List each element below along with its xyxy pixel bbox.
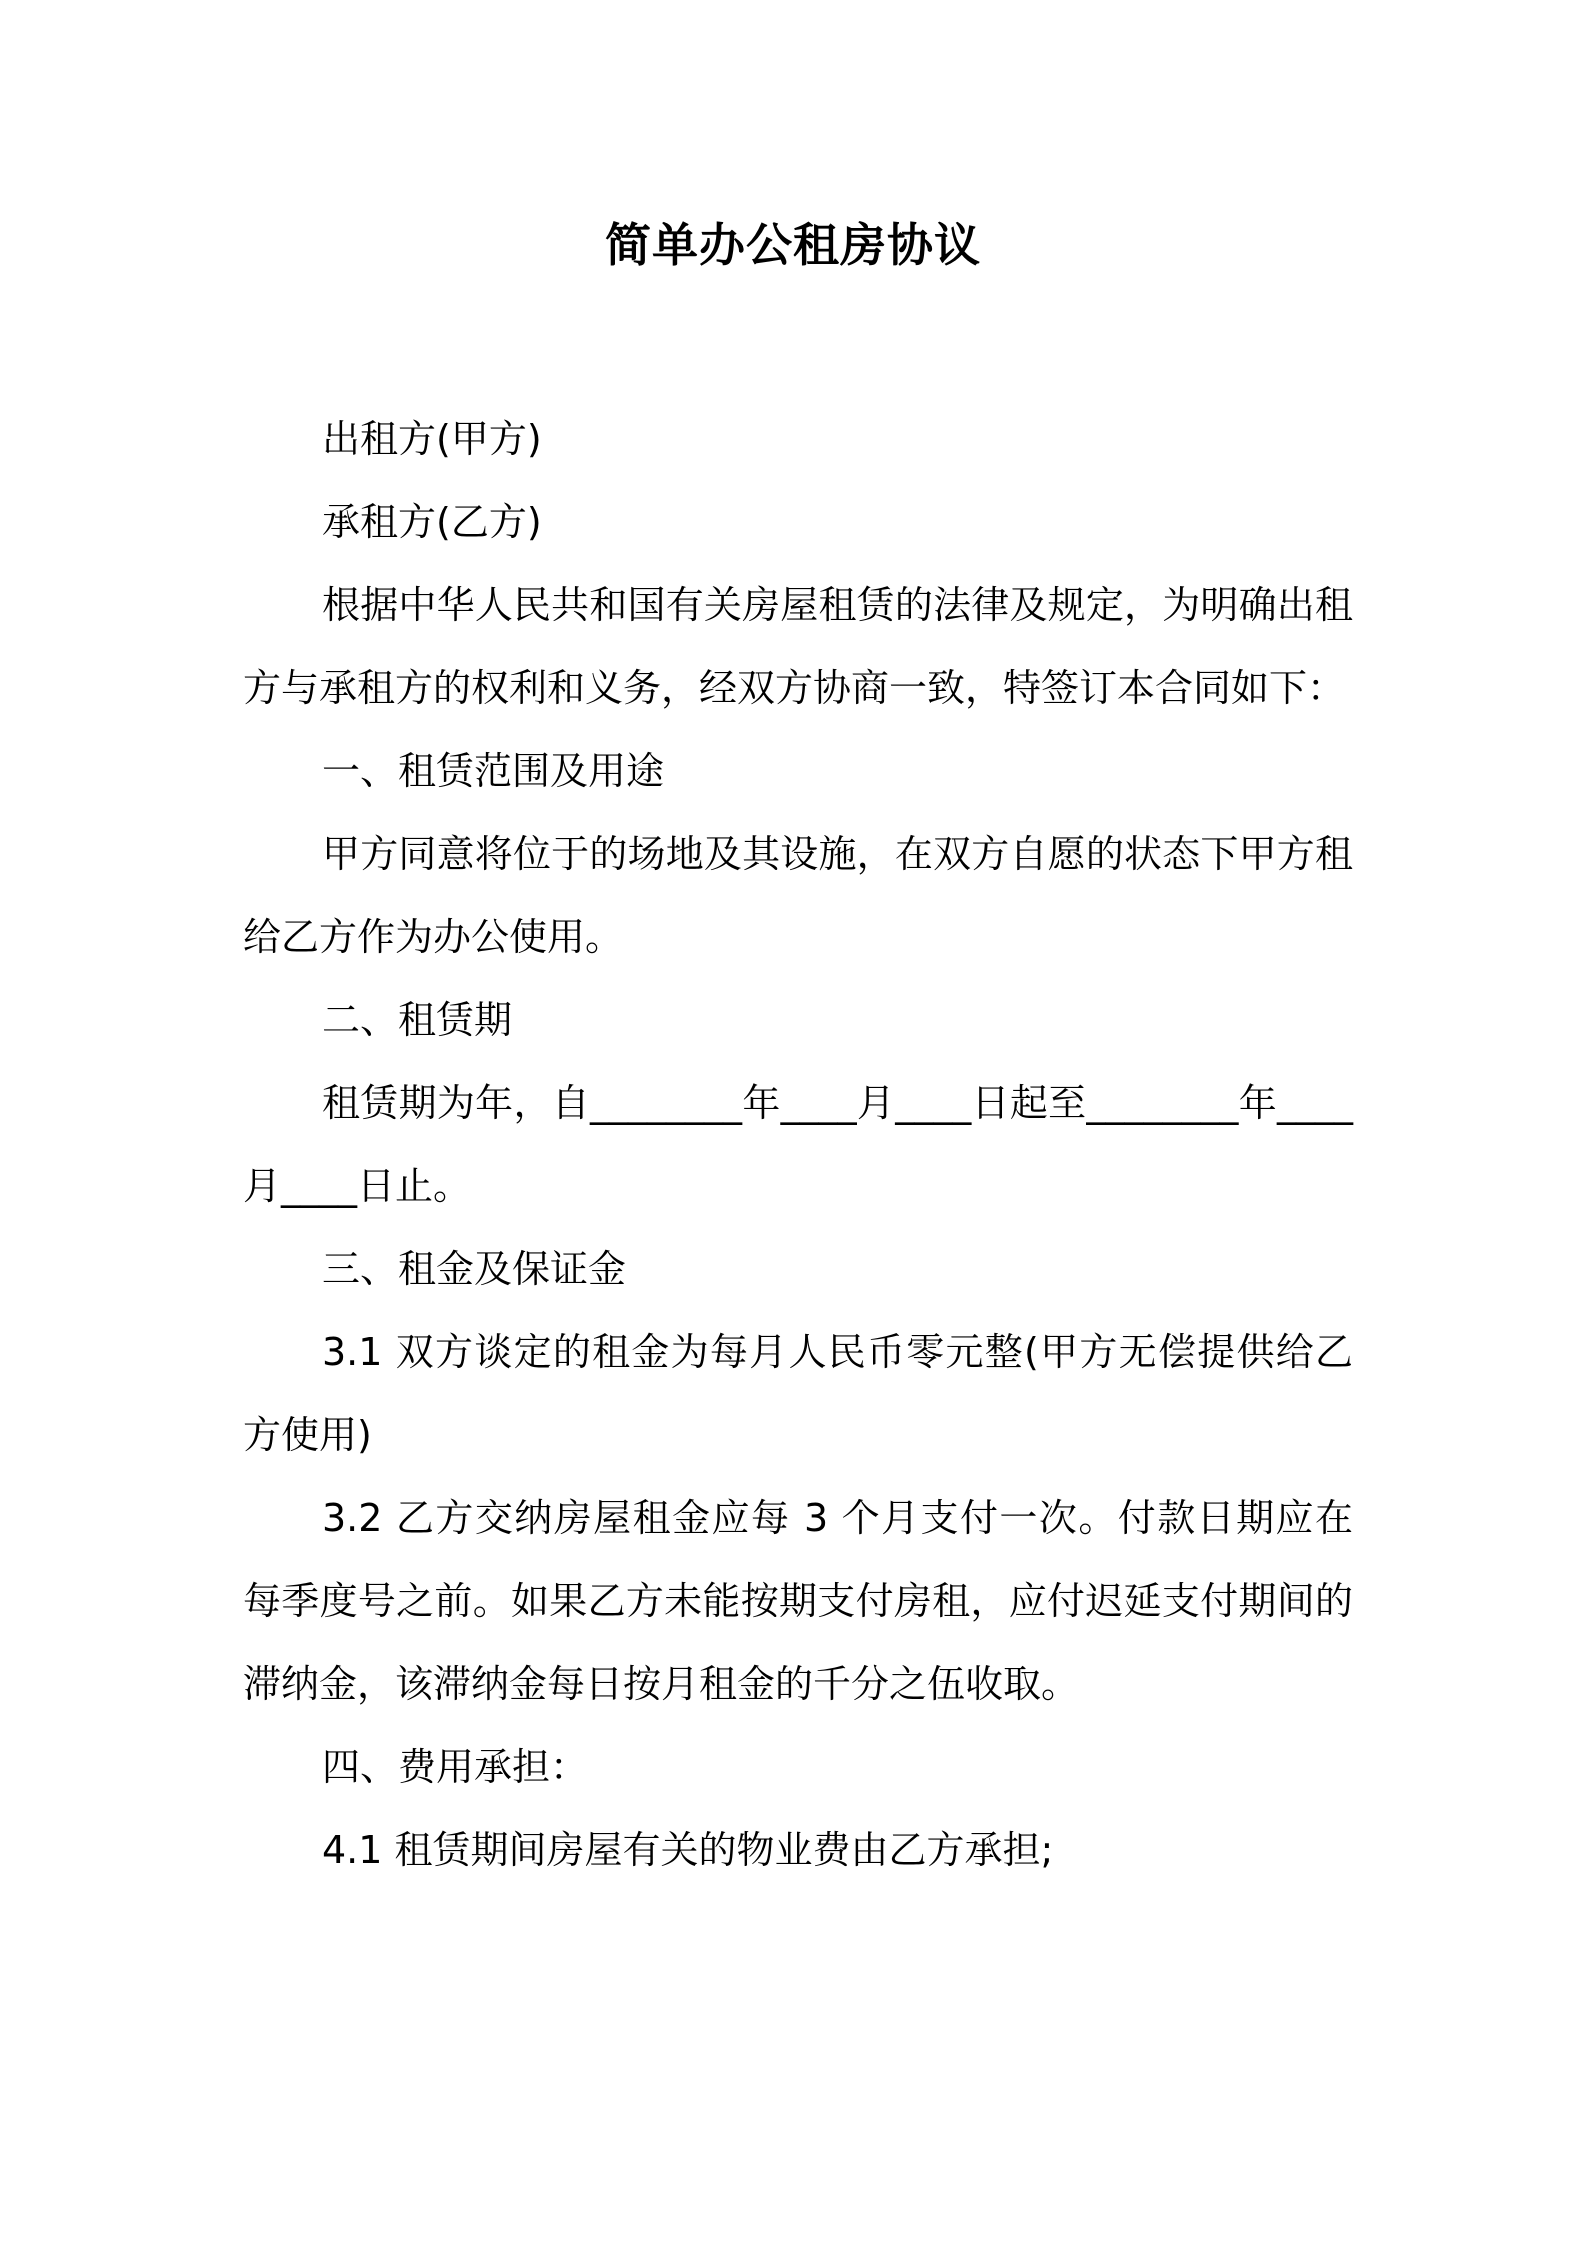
section2-body: 租赁期为年，自________年____月____日起至________年____月____日止。 [243,1081,1353,1208]
section1-body: 甲方同意将位于的场地及其设施，在双方自愿的状态下甲方租给乙方作为办公使用。 [243,832,1353,959]
document-title: 简单办公租房协议 [605,218,981,272]
intro-paragraph: 根据中华人民共和国有关房屋租赁的法律及规定，为明确出租方与承租方的权利和义务，经双方协商一致，特签订本合同如下： [243,583,1353,710]
lessee-line: 承租方(乙方) [322,500,542,544]
clause-4-1: 4.1 租赁期间房屋有关的物业费由乙方承担; [322,1828,1054,1872]
section3-heading: 三、租金及保证金 [322,1247,627,1291]
document-body [243,398,1353,1892]
section1-heading: 一、租赁范围及用途 [322,749,665,793]
lessor-line: 出租方(甲方) [322,417,542,461]
section4-heading: 四、费用承担： [322,1745,589,1789]
clause-3-2: 3.2 乙方交纳房屋租金应每 3 个月支付一次。付款日期应在每季度号之前。如果乙方未能按期支付房租，应付迟延支付期间的滞纳金，该滞纳金每日按月租金的千分之伍收取。 [243,1496,1353,1706]
clause-3-1: 3.1 双方谈定的租金为每月人民币零元整(甲方无偿提供给乙方使用) [243,1330,1353,1457]
section2-heading: 二、租赁期 [322,998,513,1042]
